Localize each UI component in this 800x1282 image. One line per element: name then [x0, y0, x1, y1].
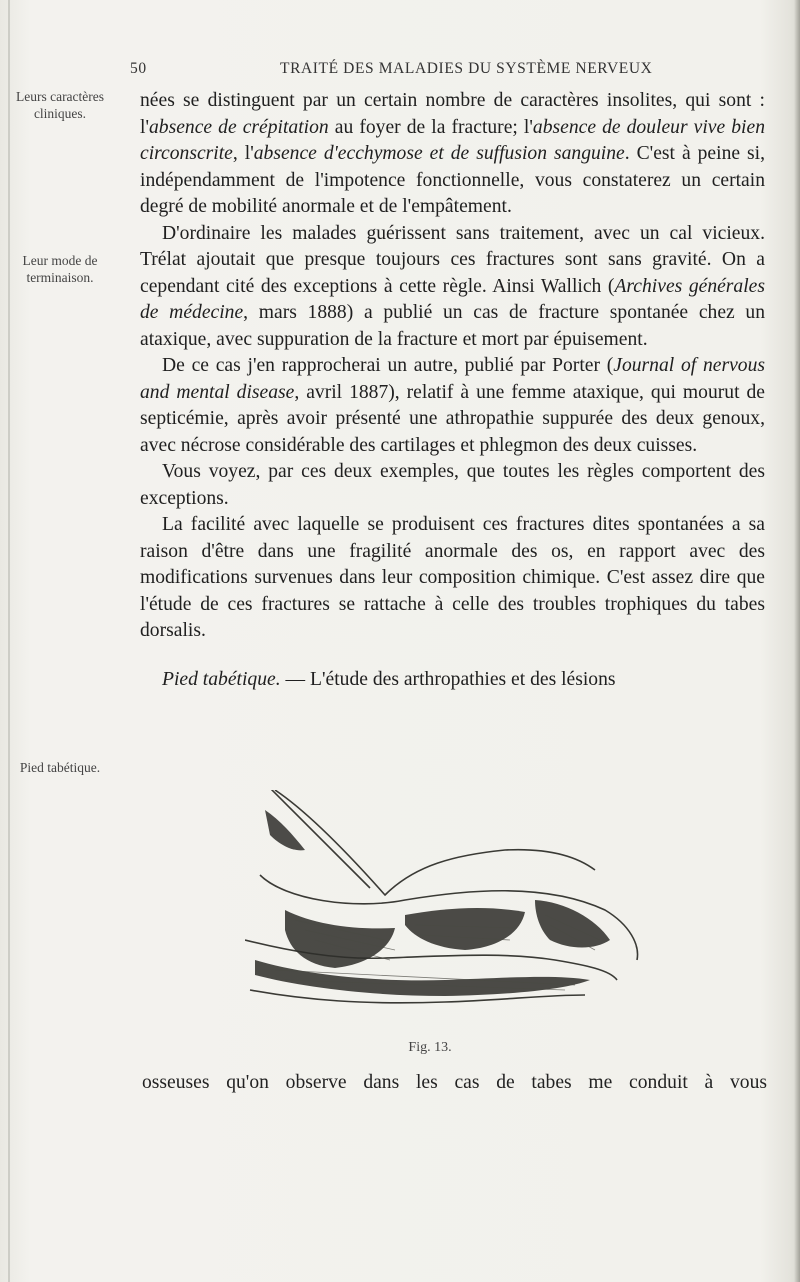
paragraph-6: Pied tabétique. — L'étude des arthropathies et des lésions	[162, 668, 616, 690]
binding-rule	[8, 0, 10, 1282]
page-number: 50	[130, 60, 147, 77]
tabetic-foot-illustration	[245, 790, 645, 1010]
paragraph-4: Vous voyez, par ces deux exemples, que toutes les règles comportent des exceptions.	[140, 461, 765, 509]
paragraph-2: D'ordinaire les malades guérissent sans traitement, avec un cal vicieux. Trélat ajoutait que presque toujours ces fractures sont sans gravité. On a cependant cité des exceptions à cette règle. Ainsi Wallich (Archives générales de médecine, mars 1888) a publié un cas de fracture spontanée chez un ataxique, avec suppuration de la fracture et mort par épuisement.	[140, 222, 765, 350]
paragraph-7: osseuses qu'on observe dans les cas de tabes me conduit à vous	[142, 1072, 767, 1093]
paragraph-1: nées se distinguent par un certain nombre de caractères insolites, qui sont : l'absence de crépitation au foyer de la fracture; l'absence de douleur vive bien circonscrite, l'absence d'ecchymose et de suffusion sanguine. C'est à peine si, indépendamment de l'impotence fonctionnelle, vous constaterez un certain degré de mobilité anormale et de l'empâtement.	[140, 90, 766, 217]
margin-note-termination: Leur mode de terminaison.	[22, 253, 98, 285]
running-title: TRAITÉ DES MALADIES DU SYSTÈME NERVEUX	[280, 60, 653, 77]
margin-note-tabetic-foot: Pied tabétique.	[19, 760, 101, 775]
page-edge-shadow	[794, 0, 800, 1282]
figure-caption: Fig. 13.	[408, 1040, 452, 1055]
paragraph-3: De ce cas j'en rapprocherai un autre, publié par Porter (Journal of nervous and mental disease, avril 1887), relatif à une femme ataxique, qui mourut de septicémie, après avoir présenté une athropathie suppurée des deux genoux, avec nécrose considérable des cartilages et phlegmon des deux cuisses.	[140, 355, 765, 456]
margin-note-characteristics: Leurs caractères cliniques.	[15, 89, 105, 121]
main-text	[140, 88, 765, 693]
paragraph-5: La facilité avec laquelle se produisent ces fractures dites spontanées a sa raison d'être dans une fragilité anormale des os, en rapport avec des modifications survenues dans leur composition chimique. C'est assez dire que l'étude de ces fractures se rattache à celle des troubles trophiques du tabes dorsalis.	[140, 514, 765, 641]
